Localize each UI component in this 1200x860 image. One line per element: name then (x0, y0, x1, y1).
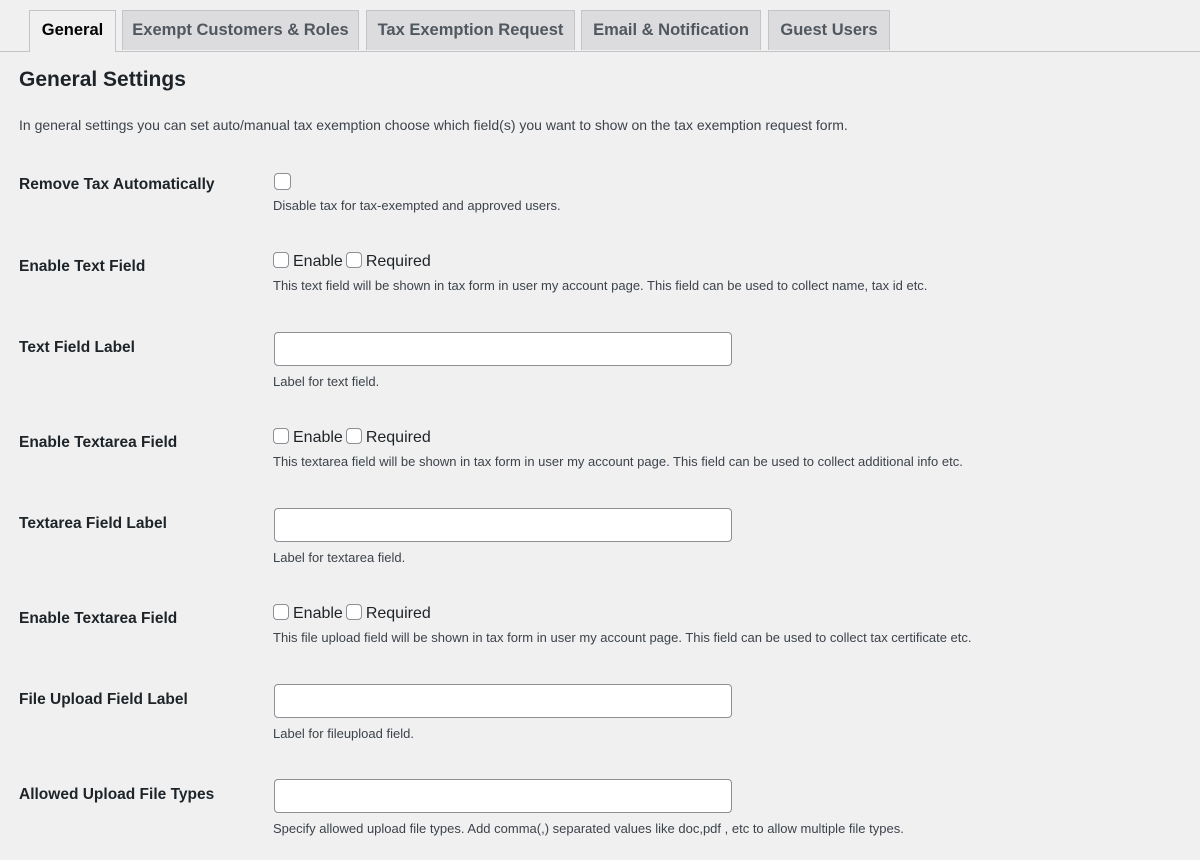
required-textarea-checkbox[interactable] (346, 428, 362, 444)
text-field-label-input[interactable] (274, 332, 732, 366)
text-field-label-label: Text Field Label (19, 339, 135, 356)
textarea-field-label-input[interactable] (274, 508, 732, 542)
remove-tax-description: Disable tax for tax-exempted and approved users. (273, 198, 561, 213)
fileupload-field-label-label: File Upload Field Label (19, 691, 188, 708)
fileupload-field-label-description: Label for fileupload field. (273, 726, 414, 741)
textarea-field-label-description: Label for textarea field. (273, 550, 406, 565)
allowed-file-types-label: Allowed Upload File Types (19, 786, 215, 803)
tab-guest-users[interactable]: Guest Users (768, 10, 890, 50)
enable-fileupload-field-options (273, 604, 434, 623)
tab-exempt-customers-roles[interactable]: Exempt Customers & Roles (122, 10, 359, 50)
page-title: General Settings (19, 68, 186, 91)
required-fileupload-checkbox[interactable] (346, 604, 362, 620)
fileupload-field-label-input[interactable] (274, 684, 732, 718)
enable-text-checkbox[interactable] (273, 252, 289, 268)
allowed-file-types-input[interactable] (274, 779, 732, 813)
page-intro: In general settings you can set auto/manual tax exemption choose which field(s) you want to show on the tax exemption request form. (19, 117, 848, 133)
enable-textarea-field-description: This textarea field will be shown in tax form in user my account page. This field can be used to collect additional info etc. (273, 454, 963, 469)
tab-tax-exemption-request[interactable]: Tax Exemption Request (366, 10, 575, 50)
required-textarea-option-label[interactable]: Required (365, 429, 431, 446)
required-text-option-label[interactable]: Required (365, 253, 431, 270)
enable-textarea-field-label: Enable Textarea Field (19, 434, 178, 451)
nav-tab-wrapper (0, 0, 1200, 52)
enable-text-option-label[interactable]: Enable (293, 253, 343, 270)
enable-textarea-option-label[interactable]: Enable (293, 429, 343, 446)
enable-textarea-field-options (273, 428, 434, 447)
enable-text-field-label: Enable Text Field (19, 258, 146, 275)
enable-fileupload-option-label[interactable]: Enable (293, 605, 343, 622)
required-text-checkbox[interactable] (346, 252, 362, 268)
enable-fileupload-field-description: This file upload field will be shown in tax form in user my account page. This field can be used to collect tax certificate etc. (273, 630, 972, 645)
enable-fileupload-field-label: Enable Textarea Field (19, 610, 178, 627)
remove-tax-checkbox[interactable] (274, 173, 291, 190)
allowed-file-types-description: Specify allowed upload file types. Add comma(,) separated values like doc,pdf , etc to allow multiple file types. (273, 821, 904, 836)
tab-general[interactable]: General (29, 10, 116, 52)
remove-tax-label: Remove Tax Automatically (19, 176, 215, 193)
text-field-label-description: Label for text field. (273, 374, 380, 389)
tab-email-notification[interactable]: Email & Notification (581, 10, 761, 50)
enable-text-field-description: This text field will be shown in tax form in user my account page. This field can be used to collect name, tax id etc. (273, 278, 928, 293)
required-fileupload-option-label[interactable]: Required (365, 605, 431, 622)
enable-text-field-options (273, 252, 434, 271)
enable-fileupload-checkbox[interactable] (273, 604, 289, 620)
textarea-field-label-label: Textarea Field Label (19, 515, 167, 532)
enable-textarea-checkbox[interactable] (273, 428, 289, 444)
